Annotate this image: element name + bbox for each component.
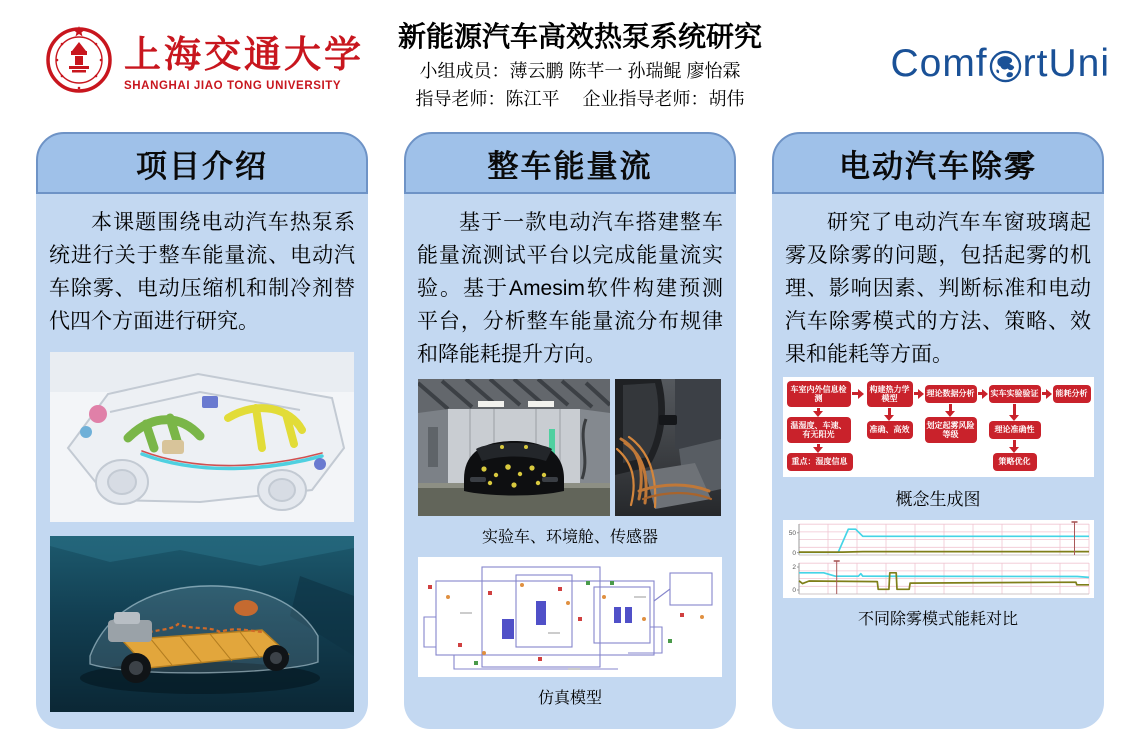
flow-node: 策略优化: [993, 453, 1037, 471]
defog-energy-chart: [783, 520, 1094, 598]
flowchart-caption: 概念生成图: [895, 490, 981, 509]
card-defogging-body: 研究了电动汽车车窗玻璃起雾及除雾的问题，包括起雾的机理、影响因素、判断标准和电动汽车除雾模式的方法、策略、效果和能耗等方面。: [785, 211, 1091, 366]
flow-arrow-down: [817, 408, 820, 411]
flow-arrow-down: [888, 408, 891, 415]
card-project-intro-body: 本课题围绕电动汽车热泵系统进行关于整车能量流、电动汽车除雾、电动压缩机和制冷剂替代四个方面进行研究。: [49, 211, 355, 333]
card-project-intro: [36, 132, 368, 729]
globe-icon: [989, 50, 1022, 83]
flow-arrow-right: [852, 392, 858, 395]
simulation-model-image: [418, 557, 722, 677]
cabin-sensors-photo: [615, 379, 721, 516]
flow-node: 车室内外信息检测: [787, 381, 851, 407]
flow-arrow-down: [817, 444, 820, 447]
flow-node: 理论数据分析: [925, 385, 977, 403]
flow-arrow-down: [949, 404, 952, 411]
flow-arrow-down: [1013, 404, 1016, 415]
chart-caption: 不同除雾模式能耗对比: [857, 611, 1018, 628]
card-energy-flow: [404, 132, 736, 729]
card-defogging: [772, 132, 1104, 729]
svg-text:50: 50: [788, 529, 796, 537]
flow-node: 划定起雾风险等级: [925, 417, 977, 443]
flow-arrow-right: [978, 392, 982, 395]
sjtu-logo: [44, 18, 364, 108]
sjtu-seal-icon: [44, 18, 114, 108]
card-project-intro-title: 项目介绍: [36, 132, 368, 194]
svg-text:0: 0: [791, 587, 796, 595]
flow-node: 准确、高效: [867, 421, 913, 439]
flow-node: 重点：湿度信息: [787, 453, 853, 471]
svg-text:2: 2: [791, 564, 796, 572]
comfortuni-text-right: rtUni: [1022, 42, 1110, 85]
team-members: 小组成员：薄云鹏 陈芊一 孙瑞鲲 廖怡霖: [419, 60, 741, 81]
ev-chassis-render-image: [50, 536, 354, 712]
card-defogging-title: 电动汽车除雾: [772, 132, 1104, 194]
comfortuni-logo: [890, 42, 1110, 86]
flow-arrow-down: [1013, 440, 1016, 447]
flow-node: 实车实验验证: [989, 385, 1041, 403]
test-car-chamber-photo: [418, 379, 610, 516]
poster-title: 新能源汽车高效热泵系统研究: [397, 21, 762, 52]
flow-node: 理论准确性: [989, 421, 1041, 439]
advisors: 指导老师：陈江平 企业指导老师：胡伟: [415, 89, 745, 110]
card-energy-flow-body: 基于一款电动汽车搭建整车能量流测试平台以完成能量流实验。基于Amesim软件构建预测平台，分析整车能量流分布规律和降能耗提升方向。: [417, 211, 723, 366]
svg-text:0: 0: [791, 549, 796, 557]
flow-arrow-right: [914, 392, 918, 395]
photos-caption: 实验车、环境舱、传感器: [481, 529, 658, 546]
flow-arrow-right: [1042, 392, 1046, 395]
flow-node: 温湿度、车速、有无阳光: [787, 417, 851, 443]
flow-node: 能耗分析: [1053, 385, 1091, 403]
card-energy-flow-title: 整车能量流: [404, 132, 736, 194]
hvac-cad-render-image: [50, 352, 354, 522]
concept-flowchart: [783, 377, 1094, 477]
sjtu-name-en: SHANGHAI JIAO TONG UNIVERSITY: [124, 79, 342, 92]
poster-title-block: [320, 20, 840, 111]
flow-node: 构建热力学模型: [867, 381, 913, 407]
comfortuni-text-left: Comf: [890, 42, 988, 85]
sjtu-name-zh: 上海交通大学: [124, 32, 364, 77]
model-caption: 仿真模型: [537, 690, 602, 707]
